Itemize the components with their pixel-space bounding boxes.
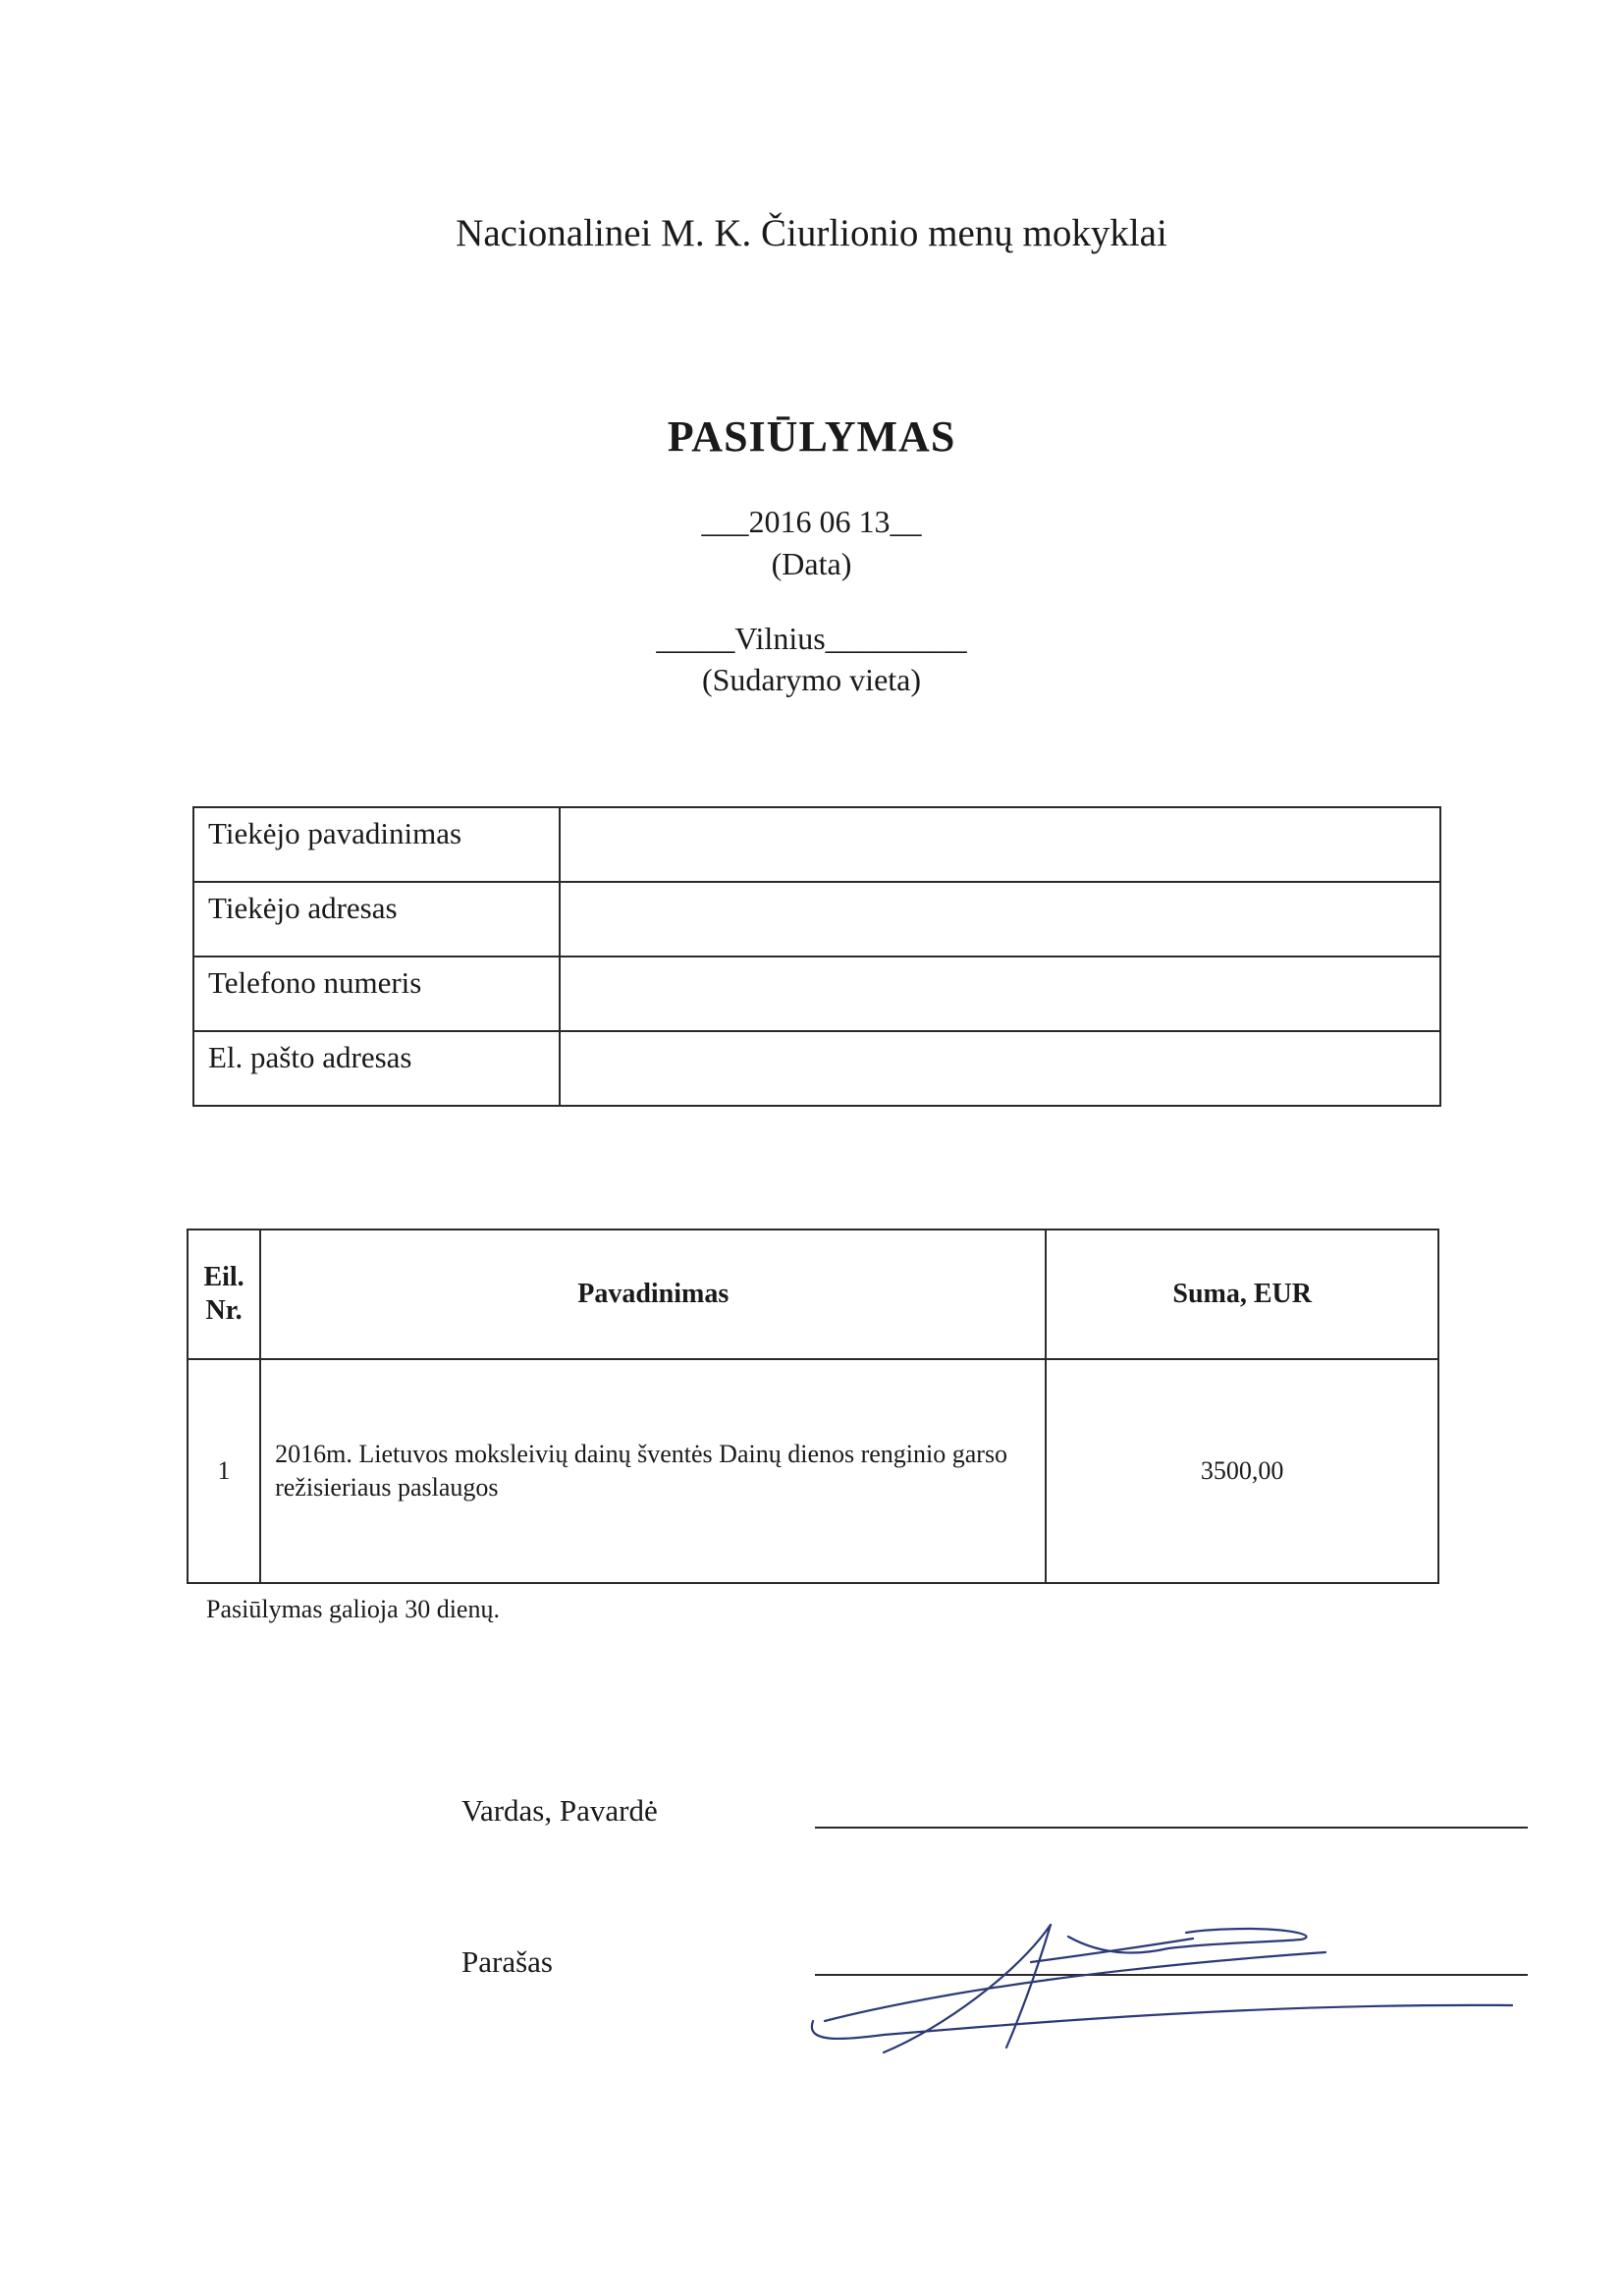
item-name: 2016m. Lietuvos moksleivių dainų šventės Dainų dienos renginio garso režisieriaus paslaugos [260, 1359, 1046, 1583]
supplier-email-label: El. pašto adresas [193, 1031, 560, 1106]
supplier-row-email [193, 1031, 1440, 1106]
header-row-number-line2: Nr. [205, 1295, 243, 1326]
supplier-row-phone [193, 957, 1440, 1031]
items-header-row [188, 1230, 1438, 1359]
validity-note: Pasiūlymas galioja 30 dienų. [206, 1595, 500, 1623]
item-sum: 3500,00 [1046, 1359, 1438, 1583]
header-row-number-line1: Eil. [203, 1262, 244, 1292]
document-title: PASIŪLYMAS [667, 412, 956, 461]
table-row [188, 1359, 1438, 1583]
supplier-address-label: Tiekėjo adresas [193, 882, 560, 957]
supplier-name-label: Tiekėjo pavadinimas [193, 807, 560, 882]
handwritten-signature [805, 1905, 1532, 2062]
supplier-email-value[interactable] [560, 1031, 1440, 1106]
name-underline[interactable] [815, 1827, 1528, 1829]
header-name: Pavadinimas [260, 1230, 1046, 1359]
name-label: Vardas, Pavardė [461, 1793, 658, 1828]
place-caption: (Sudarymo vieta) [701, 662, 922, 697]
header-sum: Suma, EUR [1046, 1230, 1438, 1359]
date-value: ___2016 06 13__ [701, 504, 922, 539]
header-row-number [188, 1230, 260, 1359]
supplier-info-table [192, 806, 1441, 1107]
item-number: 1 [188, 1359, 260, 1583]
supplier-phone-value[interactable] [560, 957, 1440, 1031]
place-value: _____Vilnius_________ [656, 621, 967, 656]
recipient-line: Nacionalinei M. K. Čiurlionio menų mokyklai [456, 212, 1167, 254]
supplier-address-value[interactable] [560, 882, 1440, 957]
supplier-name-value[interactable] [560, 807, 1440, 882]
supplier-row-address [193, 882, 1440, 957]
supplier-row-name [193, 807, 1440, 882]
supplier-phone-label: Telefono numeris [193, 957, 560, 1031]
signature-label: Parašas [461, 1944, 553, 1979]
date-caption: (Data) [771, 546, 852, 581]
items-table [187, 1229, 1439, 1584]
